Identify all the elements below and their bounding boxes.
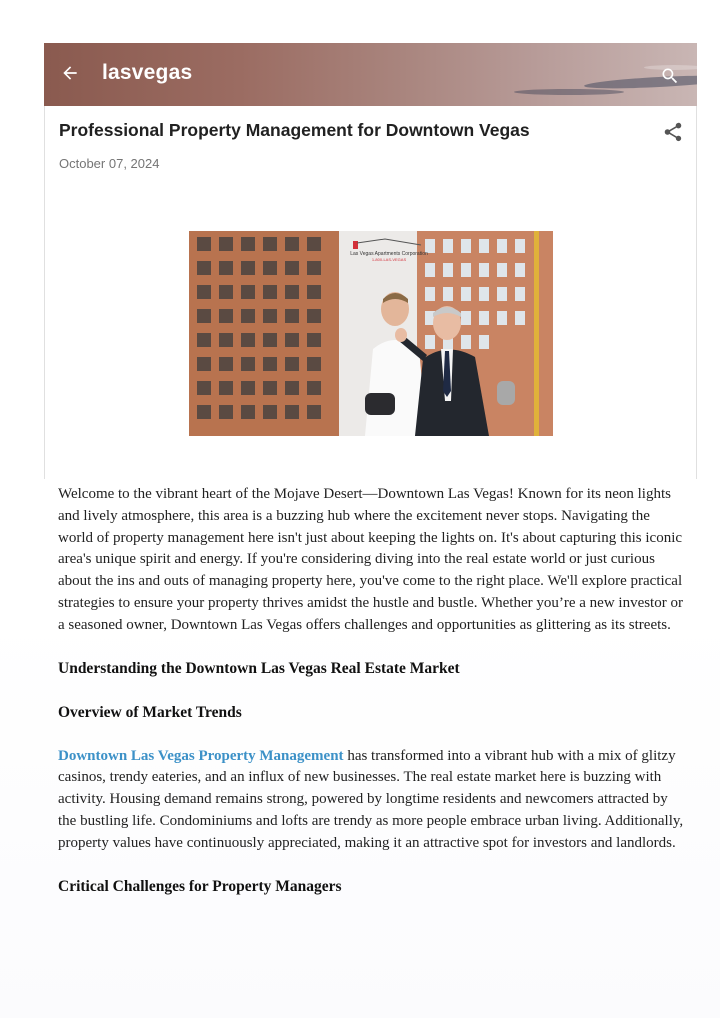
intro-paragraph: Welcome to the vibrant heart of the Mojave Desert—Downtown Las Vegas! Known for its neon lights and lively atmosphere, this area is a buzzing hub where the excitement never stops. Navigating the world of property management here isn't just about keeping the lights on. It's about capturing this iconic area's unique spirit and energy. If you're considering diving into the real estate world or just curious about the ins and outs of managing property here, you've come to the right place. We'll explore practical strategies to ensure your property thrives amidst the hustle and bustle. Whether you’re a new investor or a seasoned owner, Downtown Las Vegas offers challenges and opportunities as glittering as its streets. (58, 486, 683, 633)
image-logo-phone: 1-800-LAS-VEGAS (371, 257, 407, 262)
trends-paragraph-text: has transformed into a vibrant hub with a mix of glitzy casinos, trendy eateries, and an influx of new businesses. The real estate market here is buzzing with activity. Housing demand remains strong, powered by longtime residents and newcomers attracted by the bustling life. Condominiums and lofts are trendy as more people embrace urban living. Additionally, property values have continuously appreciated, making it an attractive spot for investors and landlords. (58, 747, 684, 851)
arrow-left-icon (60, 63, 80, 83)
share-icon (662, 121, 684, 143)
section-heading-market: Understanding the Downtown Las Vegas Real Estate Market (58, 660, 460, 678)
property-management-link[interactable]: Downtown Las Vegas Property Management (58, 747, 344, 764)
section-heading-challenges: Critical Challenges for Property Managers (58, 878, 342, 896)
trends-paragraph (58, 746, 686, 855)
search-button[interactable] (658, 64, 682, 88)
post-card (44, 106, 697, 479)
post-date: October 07, 2024 (59, 156, 160, 171)
share-button[interactable] (662, 121, 684, 143)
featured-photo (189, 231, 553, 436)
image-logo-text: Las Vegas Apartments Corporation (350, 251, 428, 257)
back-button[interactable] (58, 61, 82, 85)
search-icon (660, 66, 680, 86)
blog-header (44, 43, 697, 106)
post-featured-image[interactable] (189, 231, 553, 436)
section-heading-trends: Overview of Market Trends (58, 703, 242, 721)
header-cloud-decoration (514, 89, 624, 95)
post-body (58, 484, 686, 920)
post-title: Professional Property Management for Downtown Vegas (59, 120, 530, 140)
blog-title[interactable]: lasvegas (102, 61, 193, 84)
